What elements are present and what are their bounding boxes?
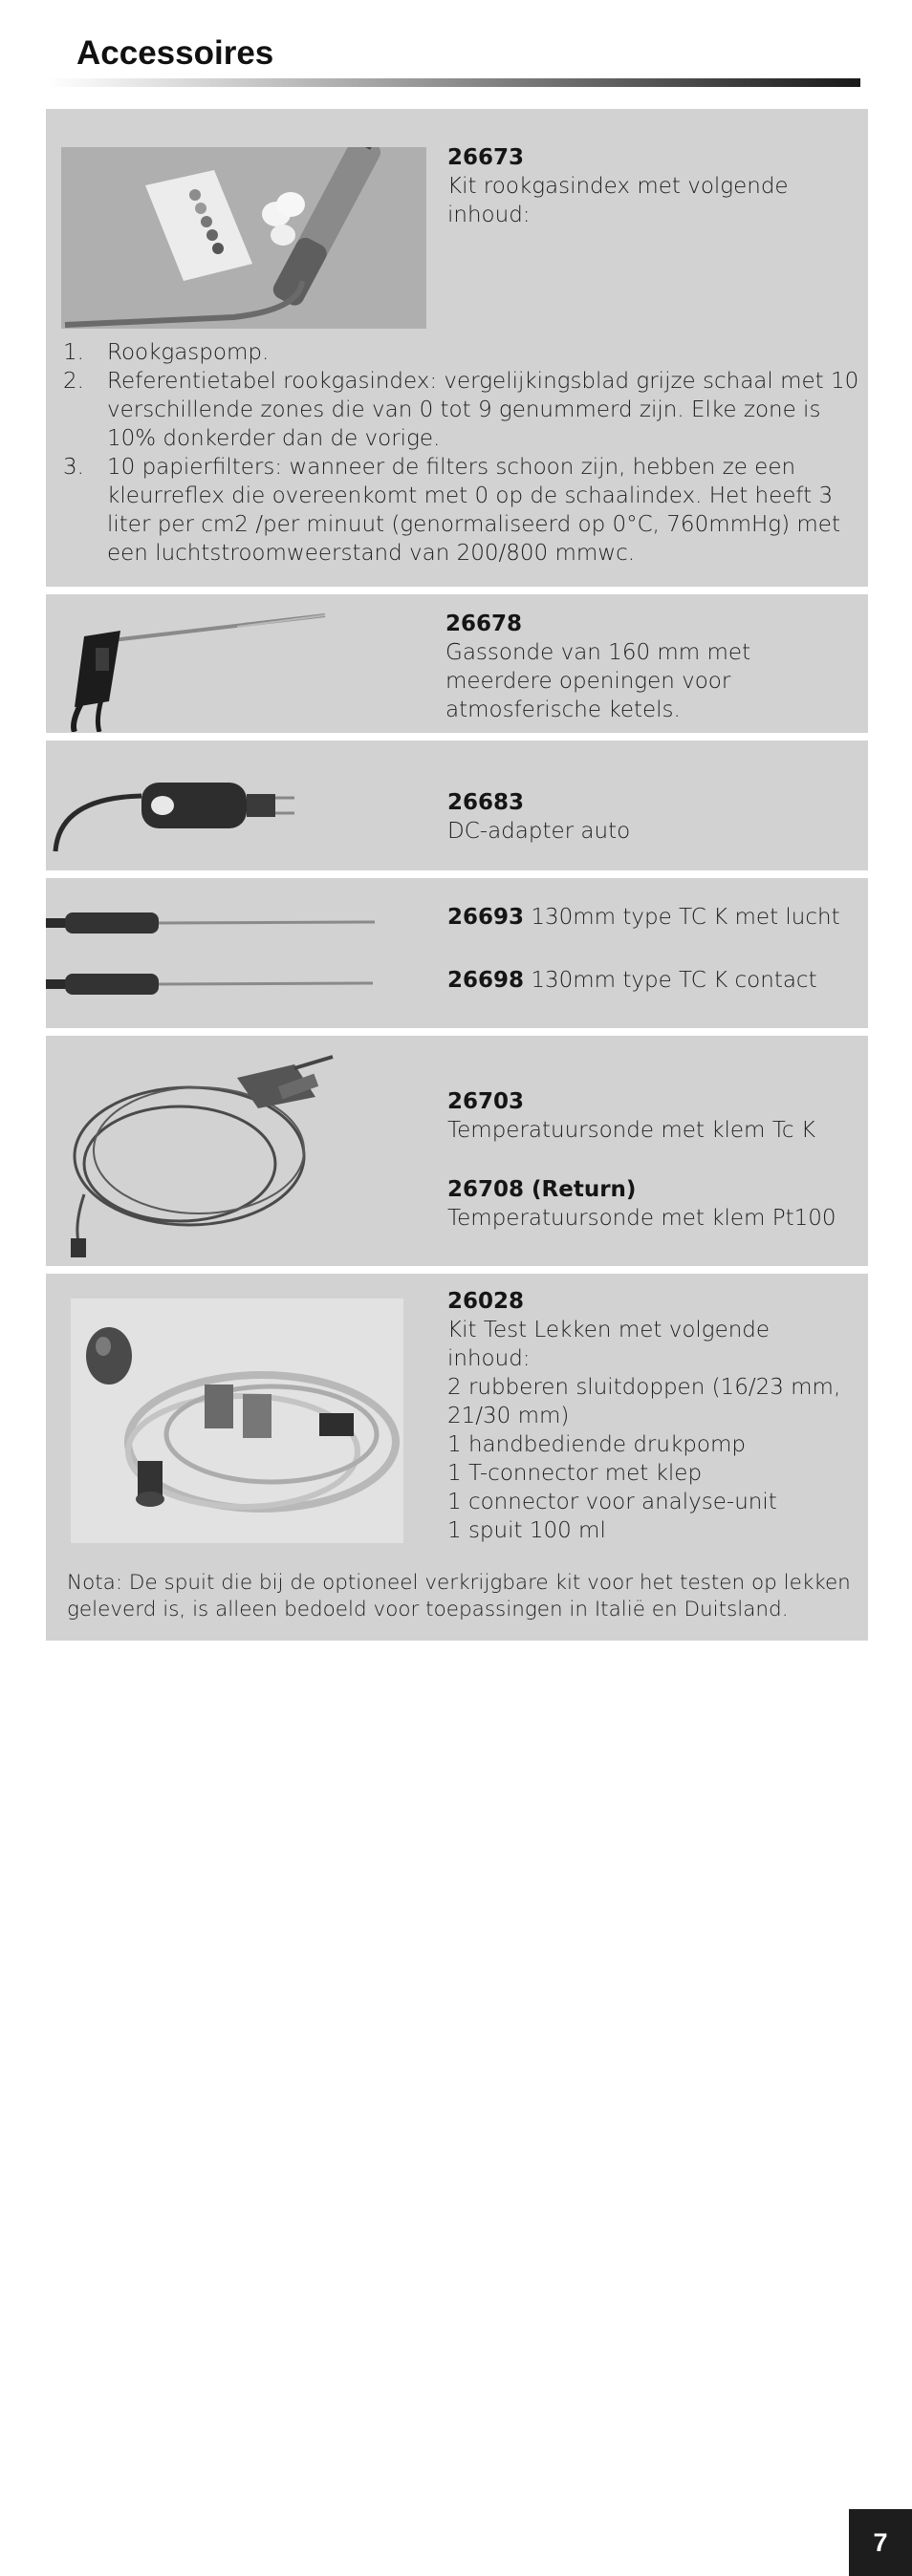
list-item: 2 rubberen sluitdoppen (16/23 mm, 21/30 mm) [447, 1375, 841, 1428]
tc-probes-photo [46, 897, 390, 1012]
item-code: 26678 [445, 612, 523, 636]
item-description: Kit rookgasindex met volgende inhoud: [447, 174, 789, 227]
accessory-panel-26683 [46, 741, 868, 870]
item-description: 130mm type TC K contact [531, 968, 817, 993]
list-item [447, 966, 858, 995]
item-description: Temperatuursonde met klem Tc K [447, 1118, 815, 1143]
list-item: 2. Referentietabel rookgasindex: vergelijkingsblad grijze schaal met 10 verschillende zones die van 0 tot 9 genummerd zijn. Elke zone is 10% donkerder dan de vorige. [63, 369, 859, 451]
list-item: 1 T-connector met klep [447, 1461, 703, 1486]
clamp-probe-photo [46, 1051, 361, 1259]
accessory-panel-26028 [46, 1274, 868, 1641]
list-item: 1 handbediende drukpomp [447, 1432, 746, 1457]
accessory-panel-26673 [46, 109, 868, 587]
kit-contents-list [447, 1373, 858, 1545]
kit-note: Nota: De spuit die bij de optioneel verkrijgbare kit voor het testen op lekken geleverd is, is alleen bedoeld voor toepassingen in Italië en Duitsland. [67, 1571, 851, 1621]
page-number: 7 [849, 2509, 912, 2576]
item-code: 26693 [447, 905, 525, 930]
list-item: 1. Rookgaspomp. [63, 340, 270, 365]
list-item: 1 connector voor analyse-unit [447, 1490, 777, 1514]
accessory-panel-26678 [46, 594, 868, 733]
smoke-pump-kit-photo [61, 147, 426, 329]
item-description: 130mm type TC K met lucht [531, 905, 840, 930]
list-item: 1 spuit 100 ml [447, 1518, 606, 1543]
accessory-panel-26703-26708 [46, 1036, 868, 1266]
item-code: 26683 [447, 790, 525, 815]
dc-car-adapter-photo [46, 760, 333, 855]
gas-probe-photo [46, 602, 409, 732]
item-description: DC-adapter auto [447, 819, 631, 844]
item-code: 26698 [447, 968, 525, 993]
item-code: 26703 [447, 1089, 525, 1114]
item-code: 26673 [447, 145, 525, 170]
kit-contents-list [63, 338, 866, 568]
item-description: Temperatuursonde met klem Pt100 [447, 1206, 836, 1231]
item-description: Gassonde van 160 mm met meerdere openingen voor atmosferische ketels. [445, 640, 751, 722]
leak-test-kit-photo [71, 1299, 403, 1543]
list-item [447, 903, 858, 932]
list-item: 3. 10 papierfilters: wanneer de filters schoon zijn, hebben ze een kleurreflex die overeenkomt met 0 op de schaalindex. Het heeft 3 liter per cm2 /per minuut (genormaliseerd op 0°C, 760mmHg) met een luchtstroomweerstand van 200/800 mmwc. [63, 455, 840, 566]
item-description: Kit Test Lekken met volgende inhoud: [447, 1318, 771, 1371]
title-rule [48, 78, 860, 87]
accessory-panel-26693-26698 [46, 878, 868, 1028]
page-title: Accessoires [76, 34, 274, 72]
item-code: 26028 [447, 1289, 525, 1314]
item-code: 26708 (Return) [447, 1177, 637, 1202]
